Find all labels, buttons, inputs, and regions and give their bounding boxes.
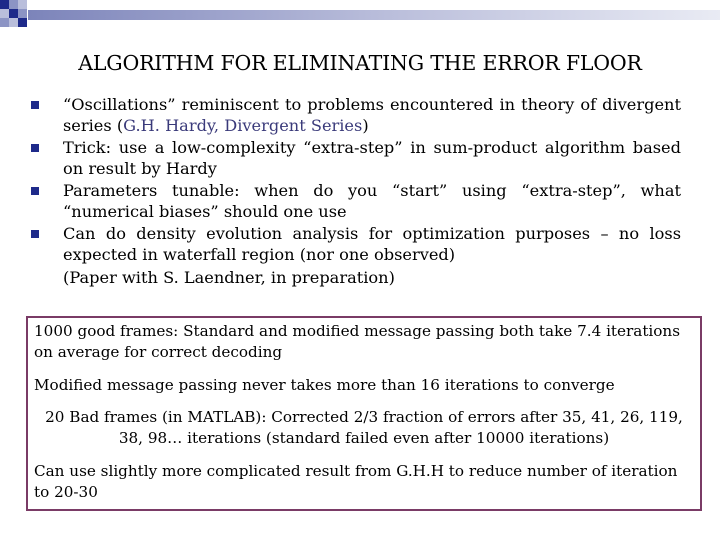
bullet-text: Parameters tunable: when do you “start” using “extra-step”, what “numerical biases” should one use (63, 181, 681, 221)
checker-square (18, 18, 27, 27)
book-reference: G.H. Hardy, Divergent Series (123, 116, 363, 135)
bullet-text: Can do density evolution analysis for optimization purposes – no loss expected in waterfall region (nor one observed) (63, 224, 681, 264)
checker-square (9, 0, 18, 9)
checker-square (0, 18, 9, 27)
bullet-text (63, 94, 681, 136)
square-bullet-icon (31, 187, 39, 195)
bullet-text-tail: ) (362, 116, 369, 135)
slide-title: ALGORITHM FOR ELIMINATING THE ERROR FLOOR (78, 51, 642, 75)
checker-square (0, 0, 9, 9)
bullet-list (31, 94, 681, 266)
bullet-text-main: “Oscillations” reminiscent to problems encountered in theory of divergent series ( (63, 95, 681, 135)
checker-square (9, 18, 18, 27)
checker-square (18, 9, 27, 18)
bullet-item (31, 94, 681, 136)
header-band (28, 10, 720, 20)
square-bullet-icon (31, 144, 39, 152)
good-frames-text: 1000 good frames: Standard and modified message passing both take 7.4 iterations on average for correct decoding (34, 322, 681, 361)
bad-frames-text: 20 Bad frames (in MATLAB): Corrected 2/3 fraction of errors after 35, 41, 26, 119, 38, 98… iterations (standard failed even after 10000 iterations) (45, 408, 683, 447)
checker-square (0, 9, 9, 18)
paper-note: (Paper with S. Laendner, in preparation) (63, 268, 395, 287)
square-bullet-icon (31, 230, 39, 238)
bullet-item (31, 137, 681, 179)
checker-square (18, 0, 27, 9)
results-box (26, 316, 702, 511)
checker-decoration (0, 0, 720, 40)
improvement-text: Can use slightly more complicated result from G.H.H to reduce number of iteration to 20-30 (34, 462, 678, 501)
bullet-text: Trick: use a low-complexity “extra-step” in sum-product algorithm based on result by Hardy (63, 138, 681, 178)
checker-square (9, 9, 18, 18)
bullet-item (31, 180, 681, 222)
bullet-item (31, 223, 681, 265)
square-bullet-icon (31, 101, 39, 109)
max-iterations-text: Modified message passing never takes more than 16 iterations to converge (34, 376, 615, 394)
